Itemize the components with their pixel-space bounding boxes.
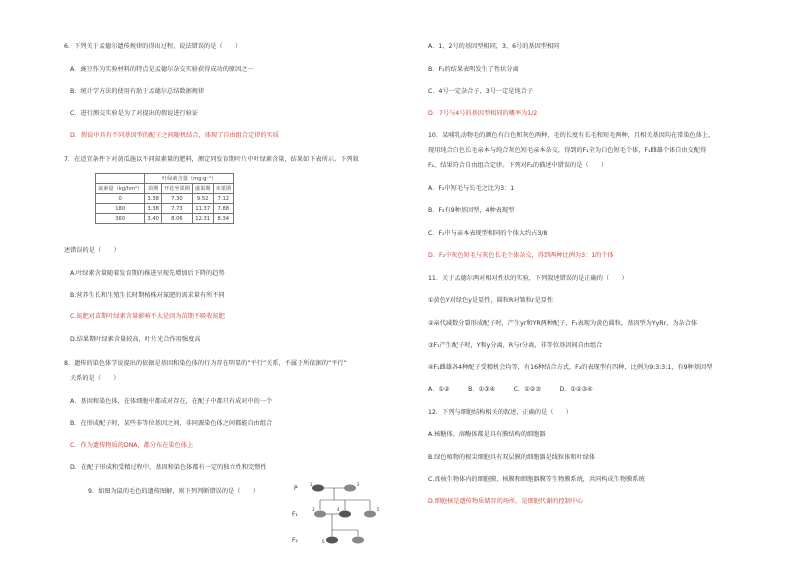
- table-cell: 3.38: [145, 194, 162, 204]
- q11-statement-2: ②亲代减数分裂形成配子时，产生yr和YR两种配子，F₁表现为黄色圆粒，基因型为YyRr，为杂合体: [428, 320, 698, 327]
- q11-statement-1: ①黄色Y对绿色y是显性，圆粒R对皱粒r是显性: [428, 297, 554, 304]
- table-cell: 9.52: [192, 194, 213, 204]
- q7-option-a: A.叶绿素含量随着发育期的推进呈现先增加后下降的趋势: [70, 270, 225, 277]
- q10-option-a: A．F₂中短毛与长毛之比为3：1: [428, 185, 515, 192]
- q10-stem-line1: 10．某哺乳动物毛的颜色有白色和灰色两种，毛的长度有长毛和短毛两种，且相关基因均在常染色体上，: [428, 132, 715, 139]
- q8-option-a: A．基因和染色体，在体细胞中都成对存在，在配子中都只有成对中的一个: [70, 398, 273, 405]
- q6-option-d: D．假说中具有不同基因型的配子之间随机结合，体现了自由组合定律的实质: [70, 132, 279, 139]
- q6-option-c: C．进行测交实验是为了对提出的假说进行验证: [70, 110, 199, 117]
- table-cell: 7.88: [213, 204, 234, 214]
- table-cell: 11.37: [192, 204, 213, 214]
- q10-option-d: D．F₂中灰色短毛与灰色长毛个体杂交，得到两种比例为3：1的个体: [428, 252, 614, 259]
- table-cell: 8.06: [161, 214, 192, 224]
- q12-option-a: A.核糖体、溶酶体都是具有膜结构的细胞器: [428, 431, 546, 438]
- table-row: [96, 204, 234, 214]
- q8-stem-line1: 8．遗传的染色体学说提出的依据是基因和染色体的行为存在明显的“平行”关系，不属于所依据的“平行”: [64, 360, 347, 367]
- mouse-icon: [326, 537, 338, 544]
- pedigree-number: 1: [310, 482, 313, 487]
- table-header-cell: 盛果期: [192, 184, 213, 194]
- table-header-cell: [96, 174, 145, 184]
- mouse-icon: [314, 511, 326, 518]
- q12-stem: 12．下列与细胞结构相关的叙述，正确的是（ ）: [428, 409, 572, 416]
- q9-stem: 9．如图为鼠的毛色的遗传图解，则下列判断错误的是（ ）: [88, 488, 259, 495]
- table-cell: 0: [96, 194, 145, 204]
- chlorophyll-table: [95, 173, 234, 224]
- mouse-icon: [364, 511, 376, 518]
- pedigree-number: 4: [337, 507, 340, 512]
- q7-stem-line1: 7．在适宜条件下对黄瓜施以不同氮素量的肥料，测定同发育期叶片中叶绿素含量，结果如下表所示。下列叙: [64, 156, 359, 163]
- q9-option-a: A．1、2号的基因型相同，3、6号的基因型相同: [428, 43, 560, 50]
- pedigree-number: 3: [312, 507, 315, 512]
- table-row: [96, 194, 234, 204]
- table-cell: 3.40: [145, 214, 162, 224]
- table-cell: 3.38: [145, 204, 162, 214]
- q10-option-c: C．F₂中与亲本表现型相同的个体大约占3/8: [428, 230, 548, 237]
- pedigree-number: 6: [322, 539, 325, 544]
- mouse-icon: [339, 511, 351, 518]
- q6-stem: 6．下列关于孟德尔遗传规律的得出过程，说法错误的是（ ）: [64, 43, 242, 50]
- q12-option-c: C.真核生物体内的细胞膜、核膜和细胞器膜等生物膜系统，共同构成生物膜系统: [428, 476, 645, 483]
- q11-stem: 11．关于孟德尔两对相对性状的实验，下列叙述错误的是正确的（ ）: [428, 275, 628, 282]
- q8-stem-line2: 关系的是（ ）: [70, 375, 120, 382]
- q10-option-b: B．F₂有9种基因型，4种表现型: [428, 207, 515, 214]
- mouse-icon: [344, 485, 356, 492]
- q7-option-b: B.营养生长和生殖生长时期植株对氮肥的需求量有所不同: [70, 292, 225, 299]
- mouse-icon: [312, 485, 324, 492]
- table-cell: 12.31: [192, 214, 213, 224]
- q12-option-b: B.绿色植物的根尖细胞具有双层膜的细胞器是线粒体和叶绿体: [428, 454, 596, 461]
- pedigree-label-f1: F₁: [292, 511, 298, 518]
- table-row: [96, 214, 234, 224]
- q6-option-b: B．统计学方法的使用有助于孟德尔总结数据规律: [70, 88, 205, 95]
- q6-option-a: A．豌豆作为实验材料的特点是孟德尔杂交实验获得成功的原因之一: [70, 66, 254, 73]
- q8-option-b: B．在形成配子时，某些非等位基因之间、非同源染色体之间都能自由组合: [70, 420, 273, 427]
- table-header-cell: 氮素量（kg/hm²）: [96, 184, 145, 194]
- table-cell: 7.30: [161, 194, 192, 204]
- mouse-pedigree-diagram: [290, 480, 390, 550]
- pedigree-number: 5: [377, 507, 380, 512]
- q9-option-d: D．7号与4号的基因型相同的概率为1/2: [428, 110, 538, 117]
- q9-option-c: C．4号一定杂合子，3号一定是纯合子: [428, 88, 534, 95]
- mouse-icon: [352, 537, 364, 544]
- pedigree-number: 2: [357, 482, 360, 487]
- pedigree-label-f2: F₂: [292, 537, 298, 544]
- table-cell: 7.12: [213, 194, 234, 204]
- table-header-cell: 苗期: [145, 184, 162, 194]
- q7-option-c: C.氮肥对苗期叶绿素含量影响不大是因为苗期不吸收氮肥: [70, 313, 225, 320]
- q7-option-d: D.结果期叶绿素含量较高，叶片光合作用强度高: [70, 336, 201, 343]
- table-cell: 360: [96, 214, 145, 224]
- table-header-cell: 末果期: [213, 184, 234, 194]
- table-cell: 8.34: [213, 214, 234, 224]
- q10-stem-line2: 现用纯合白色长毛亲本与纯合灰色短毛亲本杂交，得到的F₁全为白色短毛个体，F₁雌雄个体自由交配得: [428, 147, 707, 154]
- q11-statement-3: ③F₁产生配子时，Y和y分离，R与r分离，非等位基因间自由组合: [428, 342, 603, 349]
- q10-stem-line3: F₂，结果符合自由组合定律。下列对F₂的描述中错误的是（ ）: [428, 162, 608, 169]
- table-cell: 7.73: [161, 204, 192, 214]
- q8-option-d: D．在配子形成和受精过程中，基因和染色体都有一定的独立性和完整性: [70, 464, 267, 471]
- q11-options: A．①② B．①③④ C．①②③ D．①②③④: [428, 386, 593, 393]
- q12-option-d: D.细胞核是遗传物质储存的场所，是细胞代谢的控制中心: [428, 498, 584, 505]
- table-header-cell: 叶绿素含量（mg·g⁻¹）: [145, 174, 234, 184]
- q7-stem-line2: 述错误的是（ ）: [64, 247, 120, 254]
- pedigree-label-p: P: [294, 485, 298, 492]
- q8-option-c: C．作为遗传物质的DNA，都分布在染色体上: [70, 442, 194, 449]
- table-header-cell: 开花坐果期: [161, 184, 192, 194]
- table-cell: 180: [96, 204, 145, 214]
- q9-option-b: B．F₁的结果表明发生了性状分离: [428, 66, 519, 73]
- q11-statement-4: ④F₁雌雄各4种配子受精机会均等，有16种结合方式，F₂的表现型有四种，比例为9:3:3:1，有9种基因型: [428, 364, 713, 371]
